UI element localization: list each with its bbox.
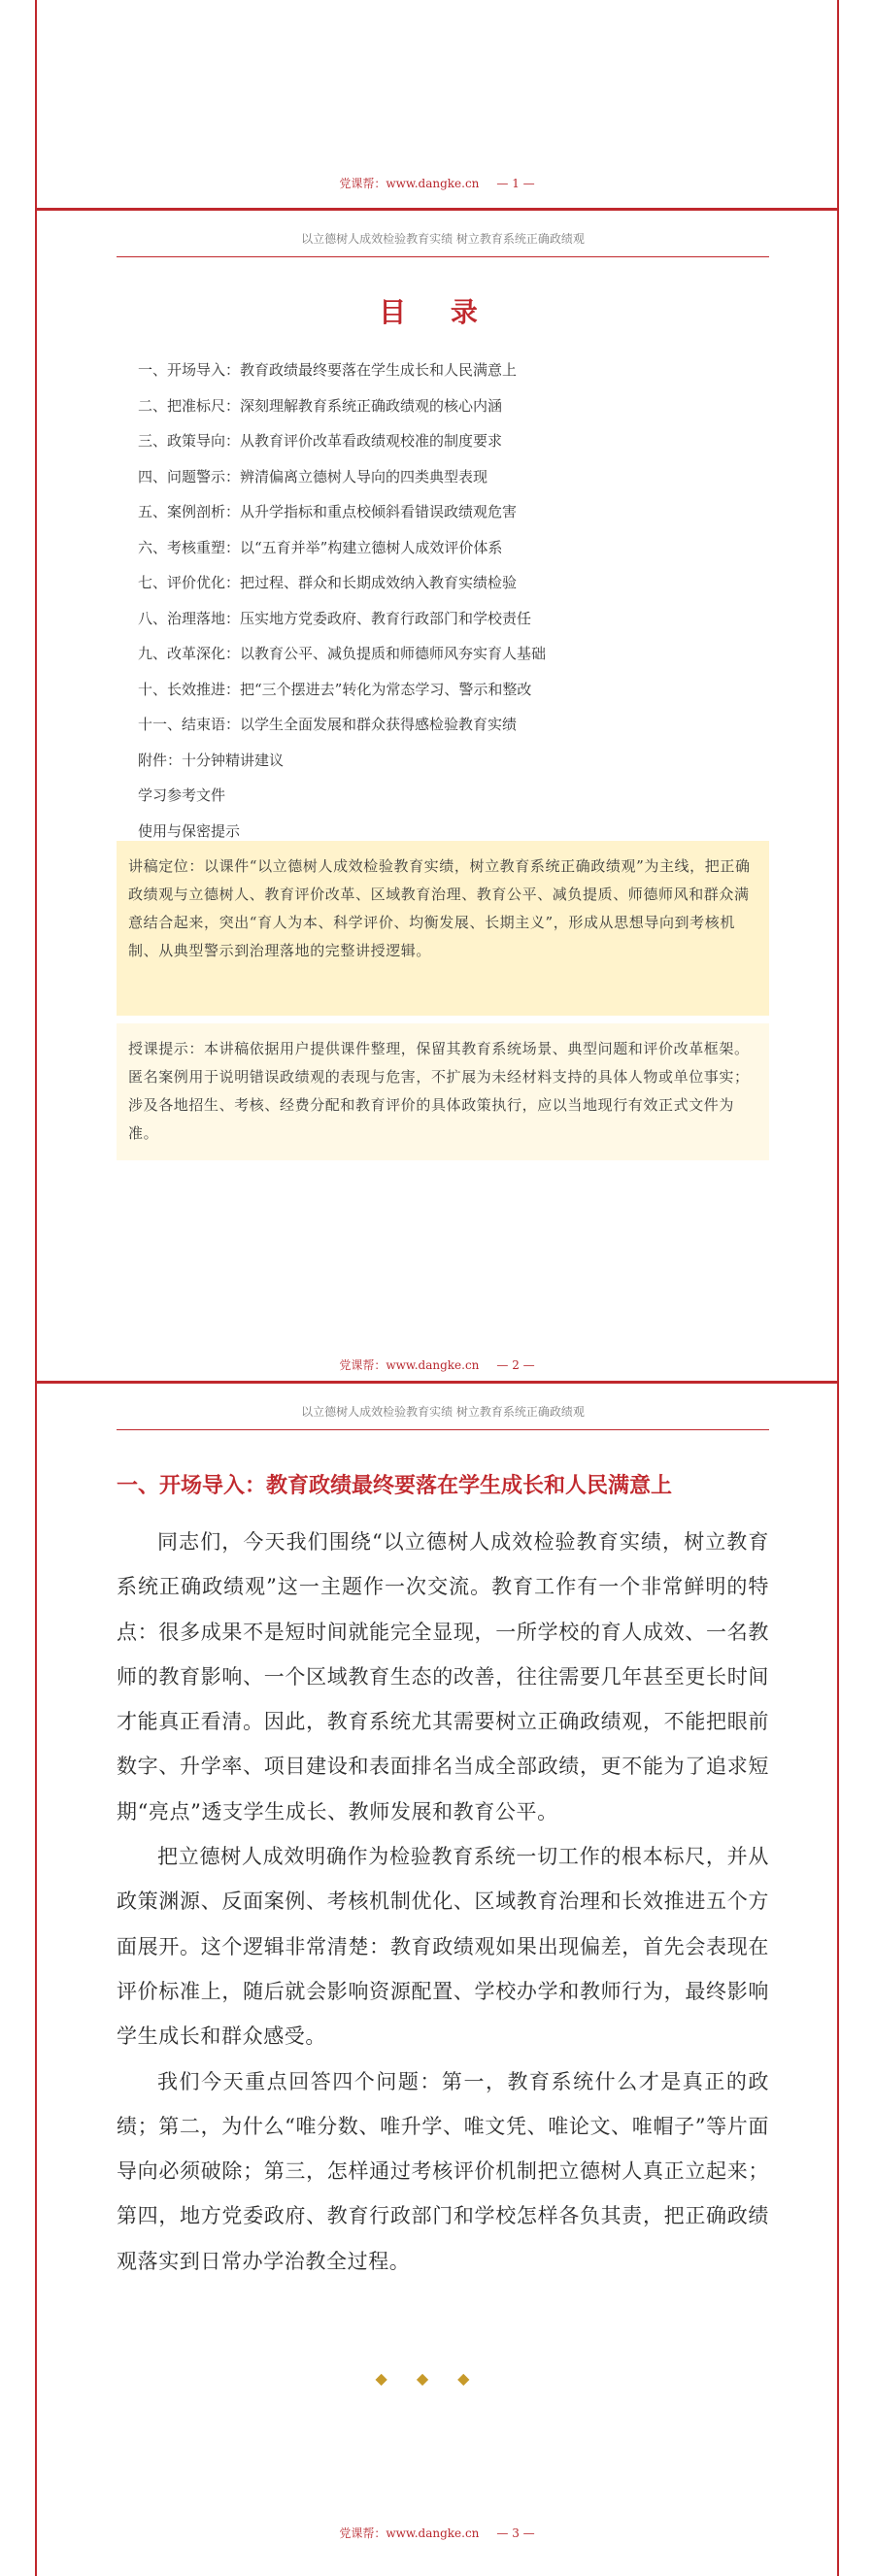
body-paragraph: 把立德树人成效明确作为检验教育系统一切工作的根本标尺，并从政策渊源、反面案例、考核机制优化、区域教育治理和长效推进五个方面展开。这个逻辑非常清楚：教育政绩观如果出现偏差，首先会表现在评价标准上，随后就会影响资源配置、学校办学和教师行为，最终影响学生成长和群众感受。: [117, 1845, 769, 2049]
running-header: 以立德树人成效检验教育实绩 树立教育系统正确政绩观: [301, 1405, 585, 1419]
toc-item[interactable]: 十一、结束语：以学生全面发展和群众获得感检验教育实绩: [138, 716, 518, 733]
page-separator: [35, 1381, 839, 1384]
toc-item[interactable]: 附件：十分钟精讲建议: [138, 751, 285, 769]
toc-list: [138, 352, 779, 849]
diamond-ornament-icon: ◆◆◆: [375, 2369, 499, 2388]
page-footer: [0, 1356, 874, 1373]
section-body: [117, 1520, 769, 2284]
page-number: — 2 —: [496, 1358, 535, 1372]
positioning-note: [117, 841, 769, 1016]
footer-site: 党课帮：www.dangke.cn: [339, 2526, 480, 2540]
toc-item[interactable]: 三、政策导向：从教育评价改革看政绩观校准的制度要求: [138, 432, 503, 450]
page-number: — 1 —: [496, 177, 535, 190]
teaching-tips-note: [117, 1023, 769, 1160]
page-border-left: [35, 0, 37, 2576]
section-heading: 一、开场导入：教育政绩最终要落在学生成长和人民满意上: [117, 1473, 673, 1498]
page-separator: [35, 208, 839, 211]
toc-item[interactable]: 学习参考文件: [138, 786, 226, 804]
toc-item[interactable]: 二、把准标尺：深刻理解教育系统正确政绩观的核心内涵: [138, 396, 503, 415]
toc-item[interactable]: 七、评价优化：把过程、群众和长期成效纳入教育实绩检验: [138, 574, 518, 591]
header-rule: [117, 256, 769, 257]
toc-item[interactable]: 五、案例剖析：从升学指标和重点校倾斜看错误政绩观危害: [138, 503, 518, 520]
toc-item[interactable]: 九、改革深化：以教育公平、减负提质和师德师风夯实育人基础: [138, 645, 547, 662]
page-number: — 3 —: [496, 2526, 535, 2540]
toc-item[interactable]: 一、开场导入：教育政绩最终要落在学生成长和人民满意上: [138, 361, 518, 379]
toc-item[interactable]: 四、问题警示：辨清偏离立德树人导向的四类典型表现: [138, 467, 488, 485]
footer-site: 党课帮：www.dangke.cn: [339, 1358, 480, 1372]
teaching-tips-text: 授课提示：本讲稿依据用户提供课件整理，保留其教育系统场景、典型问题和评价改革框架。匿名案例用于说明错误政绩观的表现与危害，不扩展为未经材料支持的具体人物或单位事实；涉及各地招生、考核、经费分配和教育评价的具体政策执行，应以当地现行有效正式文件为准。: [128, 1040, 750, 1142]
footer-site: 党课帮：www.dangke.cn: [339, 177, 480, 190]
toc-item[interactable]: 十、长效推进：把“三个摆进去”转化为常态学习、警示和整改: [138, 680, 532, 698]
page-footer: [0, 175, 874, 191]
toc-title: 目 录: [379, 296, 495, 328]
toc-item[interactable]: 六、考核重塑：以“五育并举”构建立德树人成效评价体系: [138, 538, 503, 556]
page-footer: [0, 2525, 874, 2541]
header-rule: [117, 1429, 769, 1430]
page-border-right: [837, 0, 839, 2576]
positioning-note-text: 讲稿定位：以课件“以立德树人成效检验教育实绩，树立教育系统正确政绩观”为主线，把正确政绩观与立德树人、教育评价改革、区域教育治理、教育公平、减负提质、师德师风和群众满意结合起来，突出“育人为本、科学评价、均衡发展、长期主义”，形成从思想导向到考核机制、从典型警示到治理落地的完整讲授逻辑。: [128, 857, 751, 959]
body-paragraph: 我们今天重点回答四个问题：第一，教育系统什么才是真正的政绩；第二，为什么“唯分数、唯升学、唯文凭、唯论文、唯帽子”等片面导向必须破除；第三，怎样通过考核评价机制把立德树人真正立起来；第四，地方党委政府、教育行政部门和学校怎样各负其责，把正确政绩观落实到日常办学治教全过程。: [117, 2069, 769, 2273]
toc-item[interactable]: 使用与保密提示: [138, 821, 241, 840]
running-header: 以立德树人成效检验教育实绩 树立教育系统正确政绩观: [301, 232, 585, 246]
body-paragraph: 同志们，今天我们围绕“以立德树人成效检验教育实绩，树立教育系统正确政绩观”这一主题作一次交流。教育工作有一个非常鲜明的特点：很多成果不是短时间就能完全显现，一所学校的育人成效、一名教师的教育影响、一个区域教育生态的改善，往往需要几年甚至更长时间才能真正看清。因此，教育系统尤其需要树立正确政绩观，不能把眼前数字、升学率、项目建设和表面排名当成全部政绩，更不能为了追求短期“亮点”透支学生成长、教师发展和教育公平。: [117, 1530, 769, 1823]
toc-item[interactable]: 八、治理落地：压实地方党委政府、教育行政部门和学校责任: [138, 609, 532, 627]
